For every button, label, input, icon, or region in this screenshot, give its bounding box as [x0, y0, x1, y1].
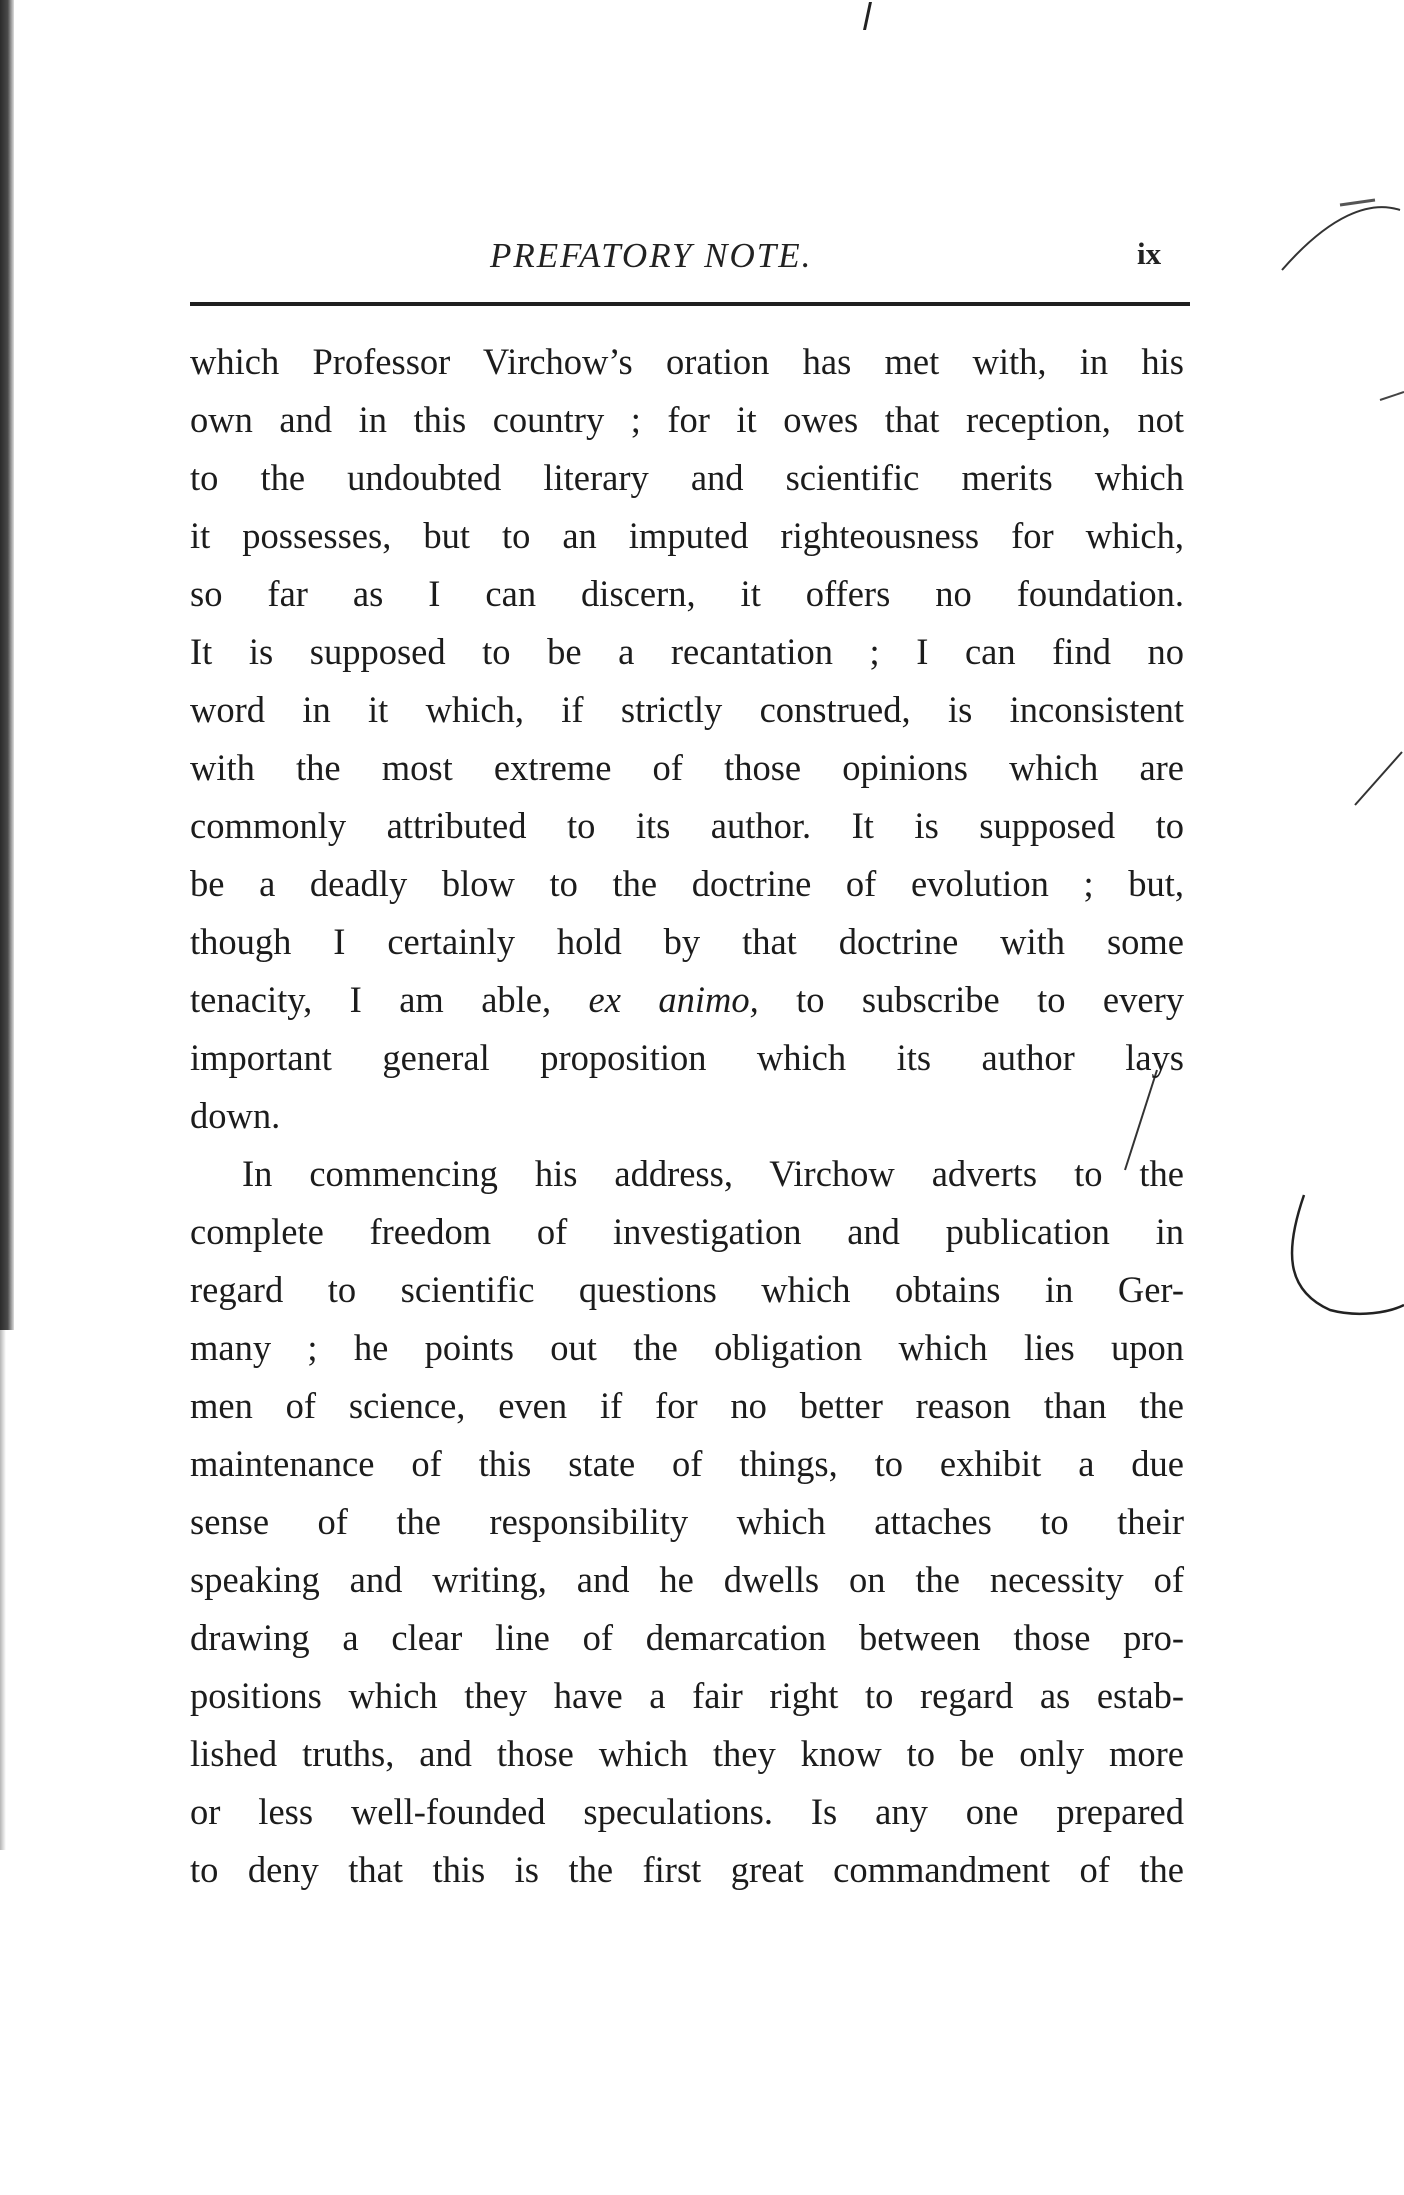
text-line: with the most extreme of those opinions which are: [190, 747, 1184, 788]
text-line: tenacity, I am able, ex animo, to subscribe to every: [190, 979, 1184, 1020]
text-line: sense of the responsibility which attaches to their: [190, 1501, 1184, 1542]
text-line: speaking and writing, and he dwells on the necessity of: [190, 1559, 1184, 1600]
text-line: word in it which, if strictly construed, is inconsistent: [190, 689, 1184, 730]
text-line: be a deadly blow to the doctrine of evolution ; but,: [190, 863, 1184, 904]
italic-phrase: ex animo,: [588, 979, 759, 1020]
text-line: or less well-founded speculations. Is any one prepared: [190, 1791, 1184, 1832]
paragraph: [190, 1145, 1184, 1899]
text-line: down.: [190, 1095, 281, 1136]
text-line: maintenance of this state of things, to exhibit a due: [190, 1443, 1184, 1484]
text-line: regard to scientific questions which obtains in Ger-: [190, 1269, 1184, 1310]
paragraph: [190, 333, 1184, 1145]
pencil-mark: [863, 2, 878, 30]
text-line: It is supposed to be a recantation ; I can find no: [190, 631, 1184, 672]
page-edge-shadow-lower: [0, 1330, 6, 1850]
page-edge-shadow: [0, 0, 14, 1330]
text-line: to the undoubted literary and scientific merits which: [190, 457, 1184, 498]
header-rule: [190, 302, 1190, 306]
text-line: though I certainly hold by that doctrine with some: [190, 921, 1184, 962]
text-line: it possesses, but to an imputed righteousness for which,: [190, 515, 1184, 556]
text-line: which Professor Virchow’s oration has met with, in his: [190, 341, 1184, 382]
text-line: many ; he points out the obligation which lies upon: [190, 1327, 1184, 1368]
text-line: to deny that this is the first great commandment of the: [190, 1849, 1184, 1890]
text-line: commonly attributed to its author. It is supposed to: [190, 805, 1184, 846]
text-line: drawing a clear line of demarcation between those pro-: [190, 1617, 1184, 1658]
text-line: lished truths, and those which they know to be only more: [190, 1733, 1184, 1774]
text-line: important general proposition which its author lays: [190, 1037, 1184, 1078]
text-line: positions which they have a fair right to regard as estab-: [190, 1675, 1184, 1716]
text-line: In commencing his address, Virchow adverts to the: [242, 1153, 1184, 1194]
page-header: [190, 236, 1190, 286]
body-text: [190, 333, 1184, 1899]
page-number: ix: [1137, 236, 1162, 271]
running-title: PREFATORY NOTE.: [490, 236, 813, 275]
text-line: complete freedom of investigation and publication in: [190, 1211, 1184, 1252]
text-line: so far as I can discern, it offers no foundation.: [190, 573, 1184, 614]
text-line: men of science, even if for no better reason than the: [190, 1385, 1184, 1426]
text-line: own and in this country ; for it owes that reception, not: [190, 399, 1184, 440]
